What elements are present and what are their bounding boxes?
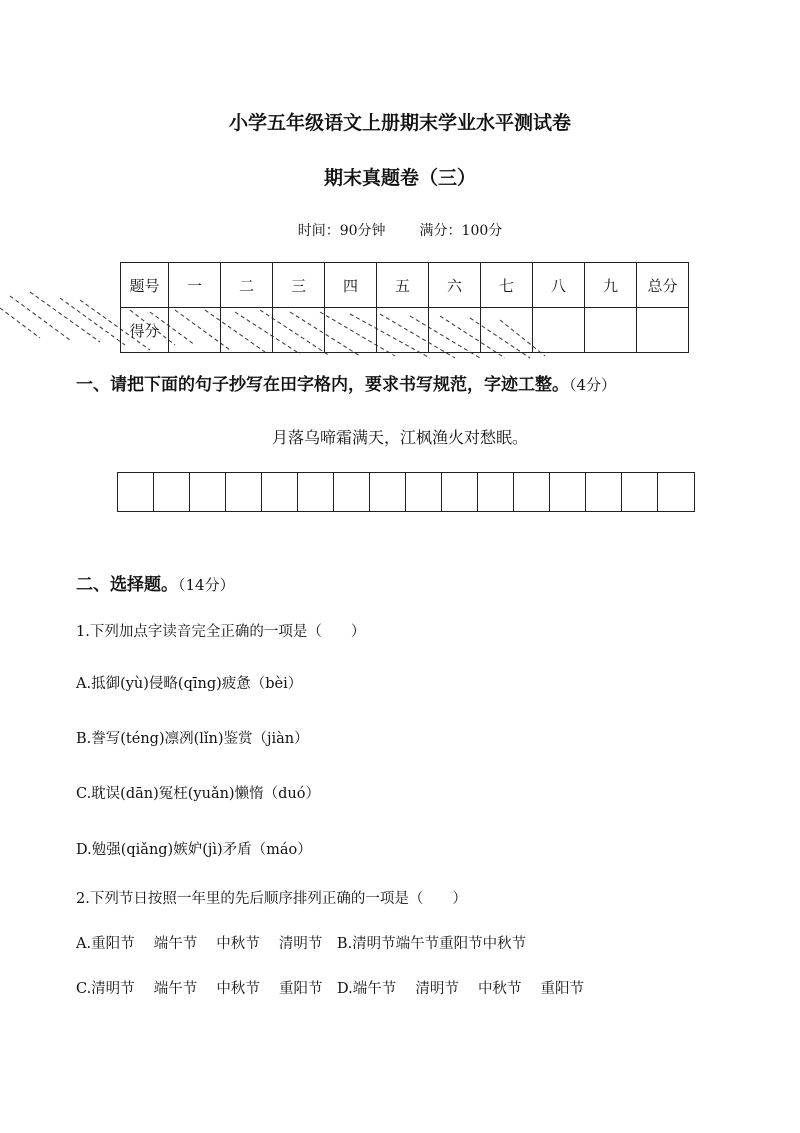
score-table — [120, 262, 689, 353]
q1-option-a[interactable]: A.抵御(yù)侵略(qīng)疲惫（bèi） — [76, 676, 303, 692]
score-cell[interactable] — [273, 308, 325, 353]
grid-cell[interactable] — [622, 473, 658, 511]
score-cell[interactable] — [221, 308, 273, 353]
section1-points: （4分） — [569, 376, 617, 394]
score-col: 一 — [169, 263, 221, 308]
score-col: 四 — [325, 263, 377, 308]
paper-title: 小学五年级语文上册期末学业水平测试卷 — [228, 112, 571, 134]
section1-heading-text: 一、请把下面的句子抄写在田字格内，要求书写规范，字迹工整。 — [76, 375, 569, 395]
grid-cell[interactable] — [478, 473, 514, 511]
section2-heading-text: 二、选择题。 — [76, 575, 178, 595]
score-col: 五 — [377, 263, 429, 308]
score-cell[interactable] — [325, 308, 377, 353]
full-score: 满分：100分 — [419, 223, 503, 239]
score-table-score-row — [121, 308, 689, 353]
score-table-header-row — [121, 263, 689, 308]
score-cell[interactable] — [377, 308, 429, 353]
poem-line: 月落乌啼霜满天，江枫渔火对愁眠。 — [271, 428, 528, 447]
q2-options-line2[interactable]: C.清明节 端午节 中秋节 重阳节 D.端午节 清明节 中秋节 重阳节 — [76, 981, 585, 997]
grid-cell[interactable] — [406, 473, 442, 511]
score-cell[interactable] — [533, 308, 585, 353]
grid-cell[interactable] — [298, 473, 334, 511]
grid-cell[interactable] — [334, 473, 370, 511]
score-col: 三 — [273, 263, 325, 308]
score-col: 九 — [585, 263, 637, 308]
score-col-total: 总分 — [637, 263, 689, 308]
section2-points: （14分） — [178, 576, 235, 594]
question-2-stem: 2.下列节日按照一年里的先后顺序排列正确的一项是（ ） — [76, 891, 467, 907]
section1-heading — [76, 370, 616, 395]
grid-cell[interactable] — [514, 473, 550, 511]
grid-cell[interactable] — [226, 473, 262, 511]
q1-option-b[interactable]: B.誊写(téng)凛冽(lǐn)鉴赏（jiàn） — [76, 731, 309, 747]
score-cell[interactable] — [481, 308, 533, 353]
time-limit: 时间：90分钟 — [297, 223, 386, 239]
q2-options-line1[interactable]: A.重阳节 端午节 中秋节 清明节 B.清明节端午节重阳节中秋节 — [76, 936, 527, 952]
grid-cell[interactable] — [658, 473, 694, 511]
score-cell-total[interactable] — [637, 308, 689, 353]
paper-subtitle: 期末真题卷（三） — [323, 167, 476, 189]
section2-heading — [76, 570, 235, 595]
grid-cell[interactable] — [262, 473, 298, 511]
score-col: 二 — [221, 263, 273, 308]
q1-option-d[interactable]: D.勉强(qiǎng)嫉妒(jì)矛盾（máo） — [76, 842, 312, 858]
grid-cell[interactable] — [118, 473, 154, 511]
score-col: 七 — [481, 263, 533, 308]
grid-cell[interactable] — [550, 473, 586, 511]
score-cell[interactable] — [429, 308, 481, 353]
grid-cell[interactable] — [442, 473, 478, 511]
score-table-header-label: 题号 — [121, 263, 169, 308]
score-col: 六 — [429, 263, 481, 308]
q1-option-c[interactable]: C.耽误(dān)冤枉(yuǎn)懒惰（duó） — [76, 786, 320, 802]
grid-cell[interactable] — [586, 473, 622, 511]
score-cell[interactable] — [169, 308, 221, 353]
time-info — [0, 220, 800, 240]
score-cell[interactable] — [585, 308, 637, 353]
grid-cell[interactable] — [190, 473, 226, 511]
score-col: 八 — [533, 263, 585, 308]
grid-cell[interactable] — [154, 473, 190, 511]
question-1-stem: 1.下列加点字读音完全正确的一项是（ ） — [76, 624, 366, 640]
grid-cell[interactable] — [370, 473, 406, 511]
copy-grid — [117, 472, 695, 512]
score-row-label: 得分 — [121, 308, 169, 353]
